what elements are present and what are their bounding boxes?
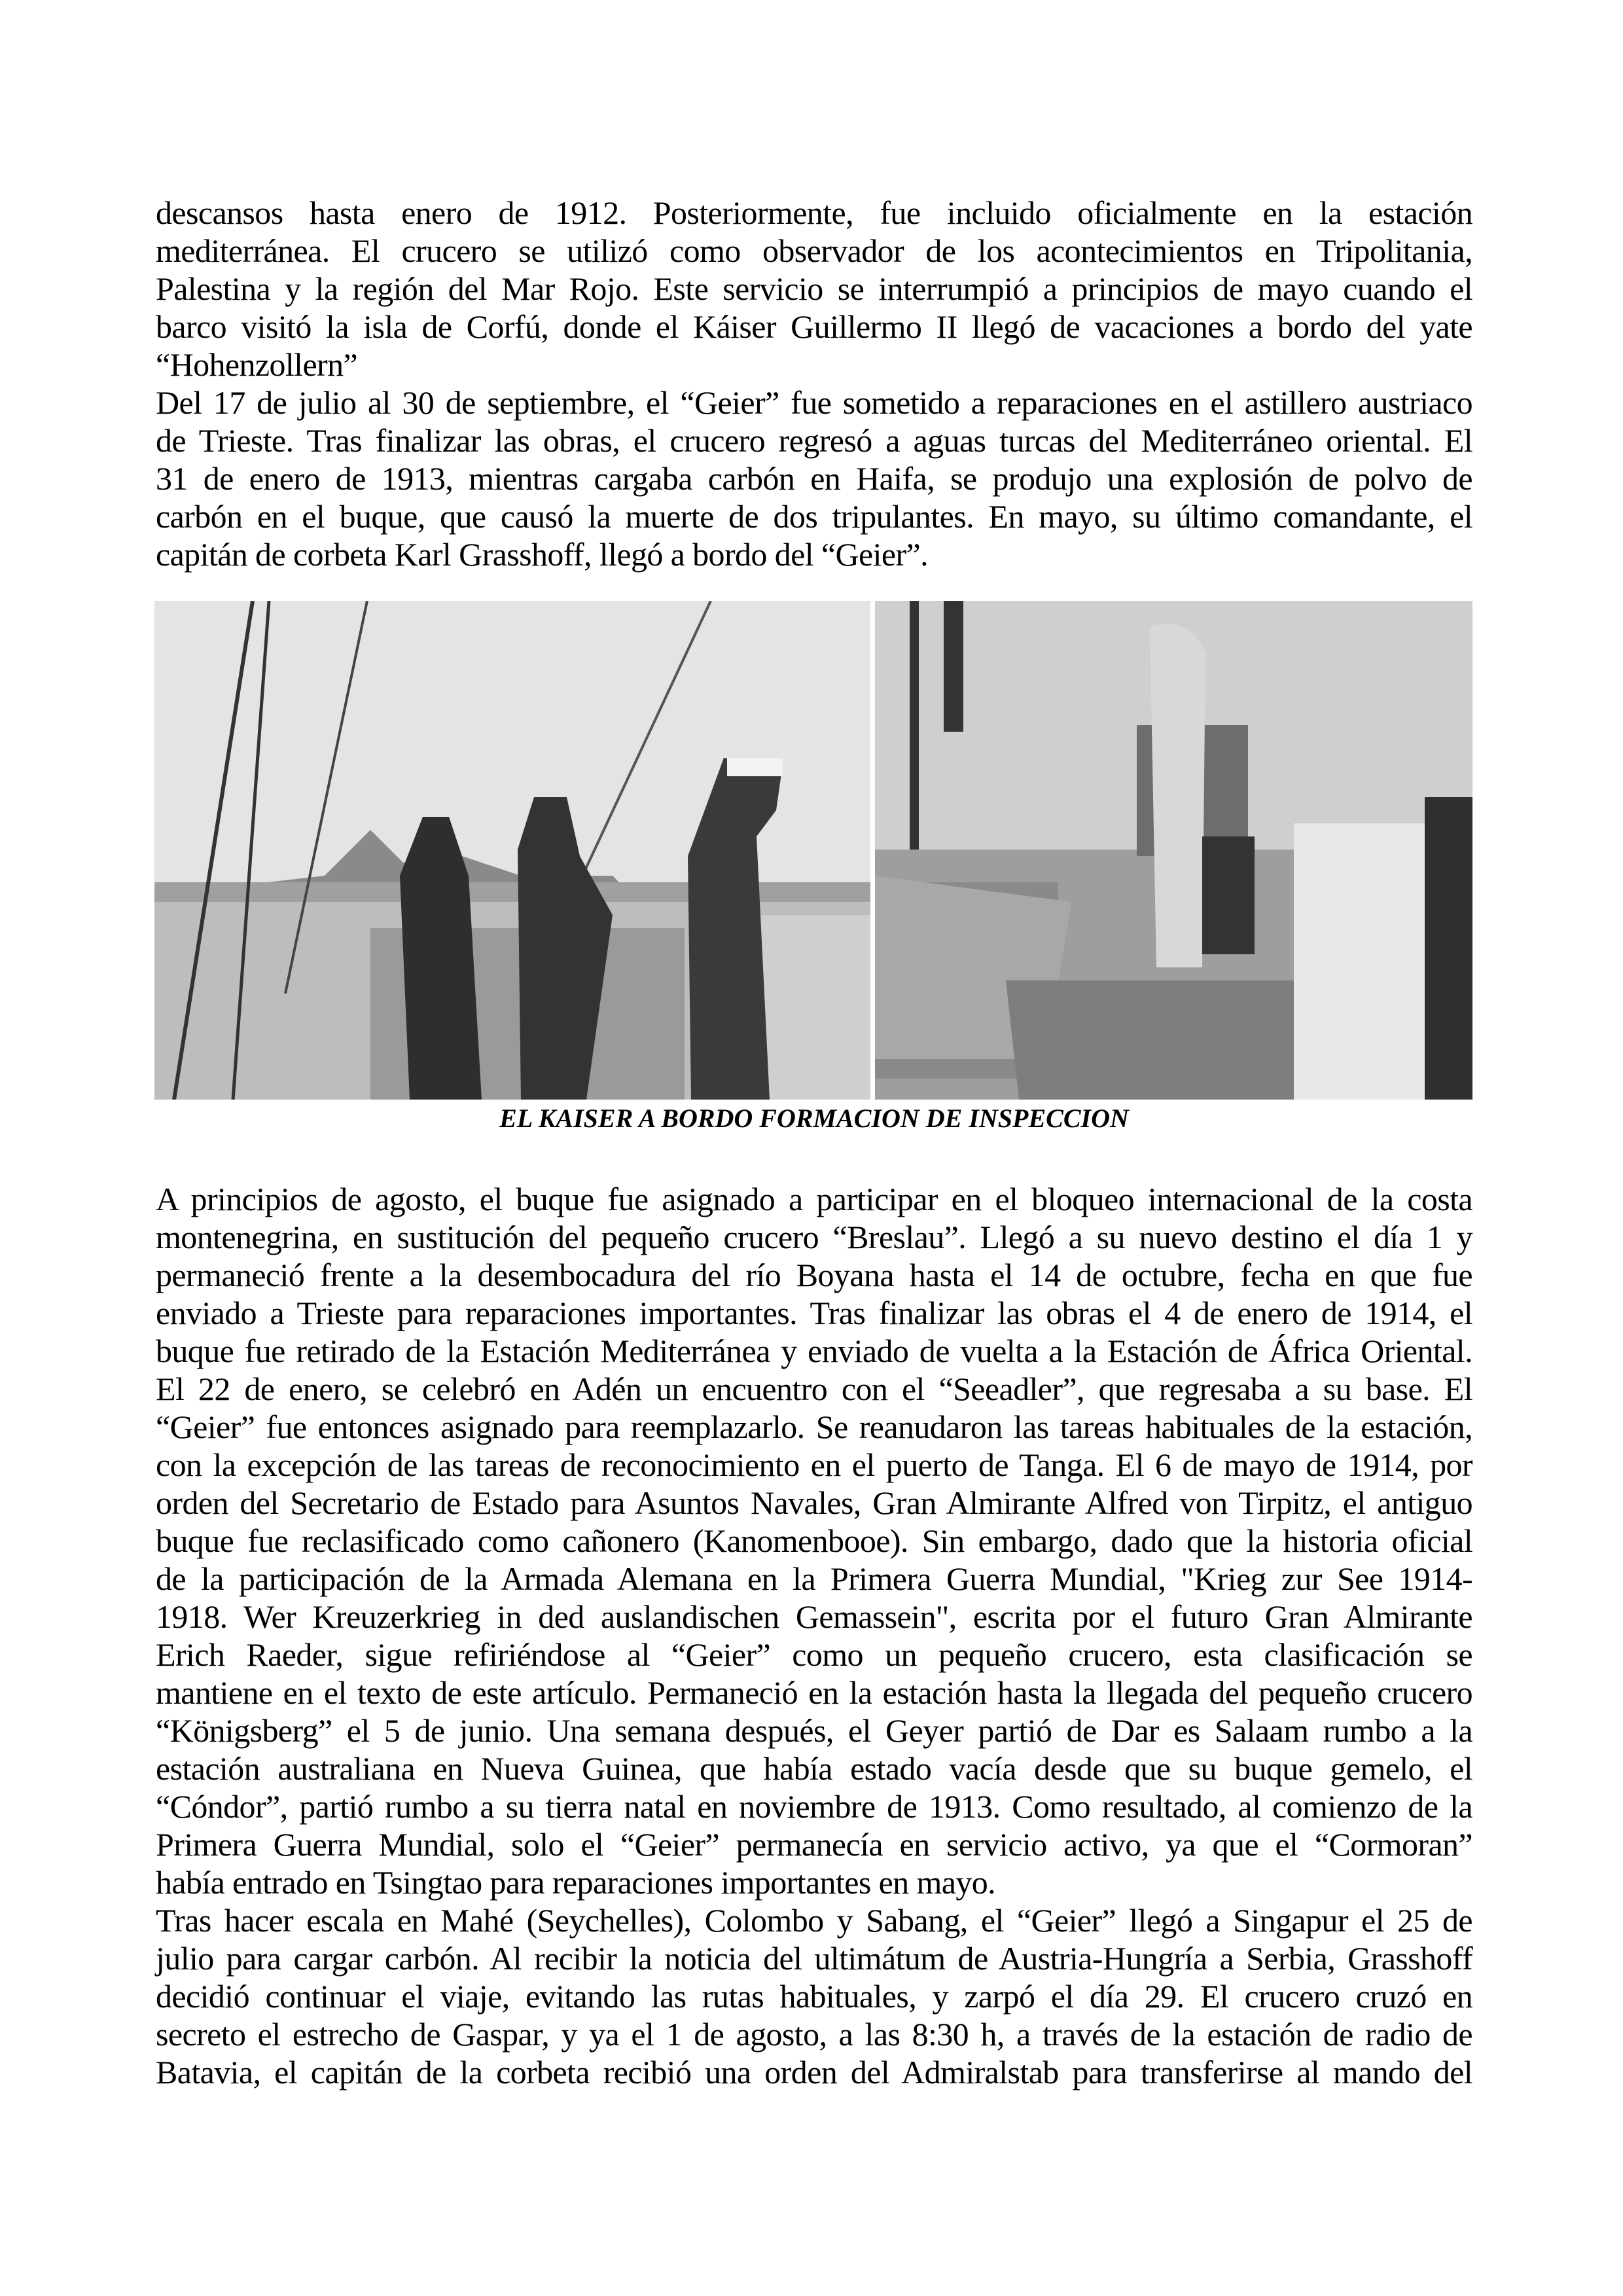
text-line: julio para cargar carbón. Al recibir la noticia del ultimátum de Austria-Hungría a Serbia, Grasshoff (156, 1940, 1472, 1977)
text-line: barco visitó la isla de Corfú, donde el Káiser Guillermo II llegó de vacaciones a bordo del yate (156, 308, 1472, 345)
text-line: con la excepción de las tareas de reconocimiento en el puerto de Tanga. El 6 de mayo de 1914, por (156, 1446, 1472, 1483)
text-line: El 22 de enero, se celebró en Adén un encuentro con el “Seeadler”, que regresaba a su base. El (156, 1371, 1472, 1407)
text-line: “Hohenzollern” (156, 346, 358, 383)
text-line: carbón en el buque, que causó la muerte de dos tripulantes. En mayo, su último comandante, el (156, 498, 1472, 535)
text-line: Tras hacer escala en Mahé (Seychelles), Colombo y Sabang, el “Geier” llegó a Singapur el 25 de (156, 1902, 1472, 1939)
text-line: A principios de agosto, el buque fue asignado a participar en el bloqueo internacional de la costa (156, 1181, 1472, 1217)
text-line: 1918. Wer Kreuzerkrieg in ded auslandischen Gemassein", escrita por el futuro Gran Almirante (156, 1598, 1472, 1635)
text-line: de Trieste. Tras finalizar las obras, el crucero regresó a aguas turcas del Mediterráneo oriental. El (156, 422, 1472, 459)
text-line: buque fue reclasificado como cañonero (Kanomenbooe). Sin embargo, dado que la historia oficial (156, 1522, 1472, 1559)
paragraph-block-1 (156, 194, 1472, 573)
text-line: capitán de corbeta Karl Grasshoff, llegó a bordo del “Geier”. (156, 536, 929, 573)
text-line: había entrado en Tsingtao para reparaciones importantes en mayo. (156, 1864, 996, 1901)
text-line: Palestina y la región del Mar Rojo. Este servicio se interrumpió a principios de mayo cuando el (156, 270, 1472, 307)
text-line: descansos hasta enero de 1912. Posteriormente, fue incluido oficialmente en la estación (156, 194, 1472, 231)
text-line: Primera Guerra Mundial, solo el “Geier” permanecía en servicio activo, ya que el “Cormoran” (156, 1826, 1472, 1863)
text-line: Del 17 de julio al 30 de septiembre, el “Geier” fue sometido a reparaciones en el astillero austriaco (156, 384, 1472, 421)
text-line: “Geier” fue entonces asignado para reemplazarlo. Se reanudaron las tareas habituales de la estación, (156, 1408, 1472, 1445)
text-line: “Königsberg” el 5 de junio. Una semana después, el Geyer partió de Dar es Salaam rumbo a la (156, 1712, 1472, 1749)
text-line: de la participación de la Armada Alemana en la Primera Guerra Mundial, "Krieg zur See 1914- (156, 1560, 1472, 1597)
paragraph-block-2 (156, 1180, 1472, 2091)
text-line: mantiene en el texto de este artículo. Permaneció en la estación hasta la llegada del pequeño crucero (156, 1674, 1472, 1711)
text-line: permaneció frente a la desembocadura del río Boyana hasta el 14 de octubre, fecha en que fue (156, 1257, 1472, 1293)
photo-inspection-formation (875, 601, 1472, 1100)
text-line: montenegrina, en sustitución del pequeño crucero “Breslau”. Llegó a su nuevo destino el día 1 y (156, 1219, 1472, 1255)
text-line: 31 de enero de 1913, mientras cargaba carbón en Haifa, se produjo una explosión de polvo de (156, 460, 1472, 497)
text-line: Erich Raeder, sigue refiriéndose al “Geier” como un pequeño crucero, esta clasificación se (156, 1636, 1472, 1673)
text-line: estación australiana en Nueva Guinea, que había estado vacía desde que su buque gemelo, el (156, 1750, 1472, 1787)
photo-kaiser-aboard (154, 601, 870, 1100)
text-line: orden del Secretario de Estado para Asuntos Navales, Gran Almirante Alfred von Tirpitz, el antiguo (156, 1484, 1472, 1521)
text-line: buque fue retirado de la Estación Mediterránea y enviado de vuelta a la Estación de África Oriental. (156, 1333, 1472, 1369)
text-line: decidió continuar el viaje, evitando las rutas habituales, y zarpó el día 29. El crucero cruzó en (156, 1978, 1472, 2015)
text-line: enviado a Trieste para reparaciones importantes. Tras finalizar las obras el 4 de enero de 1914, el (156, 1295, 1472, 1331)
text-line: Batavia, el capitán de la corbeta recibió una orden del Admiralstab para transferirse al mando del (156, 2054, 1472, 2090)
text-line: “Cóndor”, partió rumbo a su tierra natal en noviembre de 1913. Como resultado, al comienzo de la (156, 1788, 1472, 1825)
figure-caption: EL KAISER A BORDO FORMACION DE INSPECCION (499, 1103, 1129, 1133)
text-line: mediterránea. El crucero se utilizó como observador de los acontecimientos en Tripolitania, (156, 232, 1472, 269)
text-line: secreto el estrecho de Gaspar, y ya el 1 de agosto, a las 8:30 h, a través de la estación de radio de (156, 2016, 1472, 2053)
